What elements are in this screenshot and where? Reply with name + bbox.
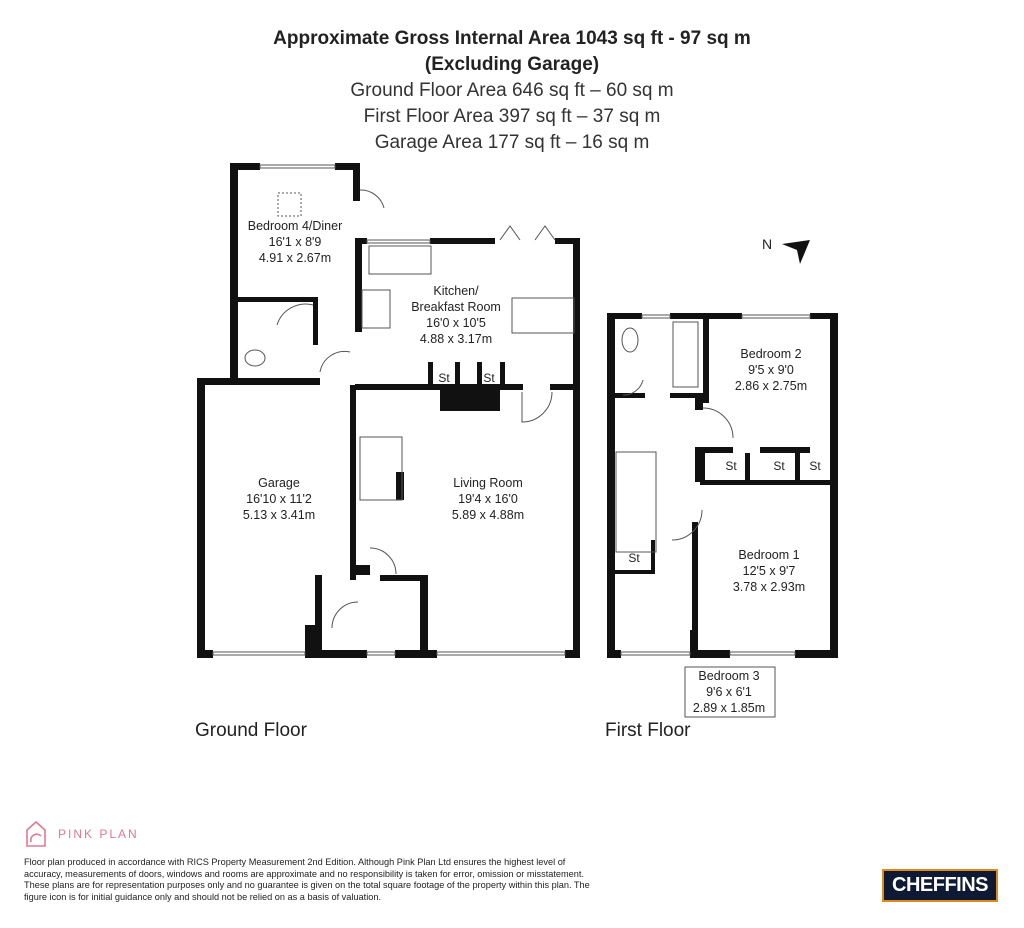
room-imperial: 16'10 x 11'2 [246, 492, 312, 506]
storage-label: St [628, 551, 640, 565]
room-name: Bedroom 1 [738, 548, 800, 562]
disclaimer: Floor plan produced in accordance with RICS Property Measurement 2nd Edition. Although Pink Plan Ltd ensures the highest level of accuracy, measurements of doors, windows and rooms are approximate and no responsibility is taken for error, omission or misstatement. These plans are for representation purposes only and no guarantee is given on the total square footage of the property within this plan. The figure icon is for initial guidance only and should not be relied on as a basis of valuation. [24, 857, 590, 902]
room-name-2: Breakfast Room [411, 300, 501, 314]
room-metric: 4.91 x 2.67m [258, 251, 332, 265]
storage-label: St [773, 459, 785, 473]
ground-floor-walls [197, 163, 580, 658]
compass-icon [762, 236, 810, 264]
room-imperial: 16'0 x 10'5 [426, 316, 486, 330]
storage-label: St [809, 459, 821, 473]
room-name: Bedroom 4/Diner [247, 219, 343, 233]
room-name: Garage [258, 476, 300, 490]
first-floor-labels [628, 347, 821, 715]
room-name: Living Room [453, 476, 523, 490]
room-imperial: 19'4 x 16'0 [458, 492, 518, 506]
first-floor-label: First Floor [605, 720, 691, 741]
storage-label: St [483, 371, 495, 385]
room-metric: 5.13 x 3.41m [242, 508, 316, 522]
first-floor-walls [607, 313, 838, 658]
room-metric: 3.78 x 2.93m [732, 580, 806, 594]
brand-name: PINK PLAN [58, 827, 139, 841]
first-floor-area: First Floor Area 397 sq ft – 37 sq m [363, 106, 661, 127]
room-name: Kitchen/ [433, 284, 479, 298]
svg-text:N: N [762, 236, 773, 252]
house-logo-icon [24, 820, 48, 848]
room-metric: 2.86 x 2.75m [734, 379, 808, 393]
room-imperial: 9'5 x 9'0 [748, 363, 794, 377]
room-imperial: 16'1 x 8'9 [268, 235, 322, 249]
pink-plan-logo [24, 820, 139, 848]
gross-area-title: Approximate Gross Internal Area 1043 sq ft - 97 sq m [273, 28, 751, 49]
ground-floor-label: Ground Floor [195, 720, 307, 741]
ground-floor-area: Ground Floor Area 646 sq ft – 60 sq m [350, 80, 674, 101]
room-imperial: 12'5 x 9'7 [742, 564, 796, 578]
storage-label: St [725, 459, 737, 473]
garage-area: Garage Area 177 sq ft – 16 sq m [374, 132, 650, 153]
room-name: Bedroom 3 [698, 669, 760, 683]
ground-floor-fixtures [213, 165, 574, 655]
storage-label: St [438, 371, 450, 385]
room-metric: 5.89 x 4.88m [451, 508, 525, 522]
gross-area-subtitle: (Excluding Garage) [424, 54, 600, 75]
room-imperial: 9'6 x 6'1 [706, 685, 752, 699]
room-metric: 4.88 x 3.17m [419, 332, 493, 346]
agent-logo: CHEFFINS [882, 869, 998, 902]
room-name: Bedroom 2 [740, 347, 802, 361]
room-metric: 2.89 x 1.85m [692, 701, 766, 715]
